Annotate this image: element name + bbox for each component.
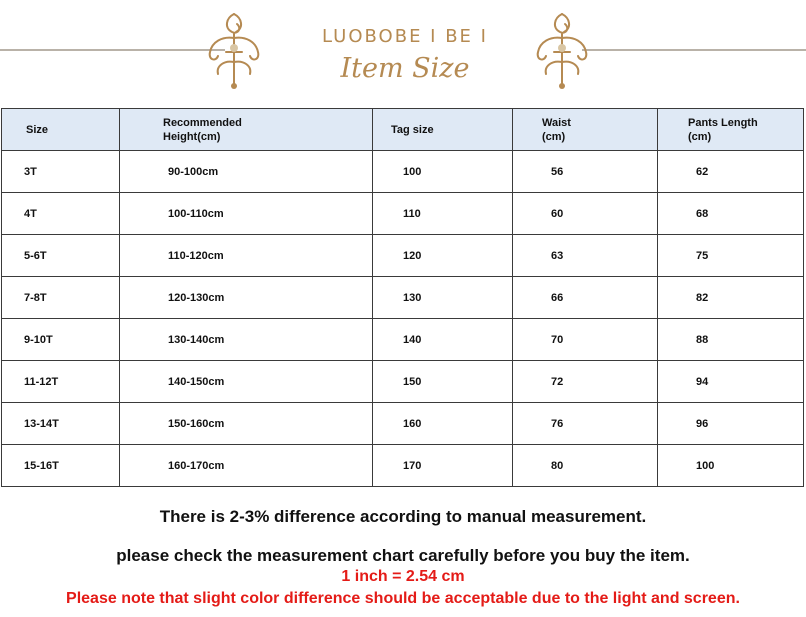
- cell-size: 9-10T: [2, 319, 120, 361]
- table-row: [2, 235, 804, 277]
- header-pants-length: Pants Length (cm): [658, 109, 804, 151]
- header-tag-size: Tag size: [373, 109, 513, 151]
- table-row: [2, 403, 804, 445]
- cell-pants-length: 96: [658, 403, 804, 445]
- cell-tag-size: 130: [373, 277, 513, 319]
- cell-height: 100-110cm: [120, 193, 373, 235]
- table-row: [2, 445, 804, 487]
- cell-waist: 60: [513, 193, 658, 235]
- table-row: [2, 319, 804, 361]
- cell-pants-length: 75: [658, 235, 804, 277]
- cell-tag-size: 140: [373, 319, 513, 361]
- cell-tag-size: 110: [373, 193, 513, 235]
- cell-waist: 76: [513, 403, 658, 445]
- table-row: [2, 277, 804, 319]
- cell-pants-length: 62: [658, 151, 804, 193]
- cell-height: 160-170cm: [120, 445, 373, 487]
- cell-pants-length: 100: [658, 445, 804, 487]
- header-size: Size: [2, 109, 120, 151]
- note-measurement-difference: There is 2-3% difference according to manual measurement.: [159, 507, 647, 526]
- cell-waist: 72: [513, 361, 658, 403]
- header-waist: Waist (cm): [513, 109, 658, 151]
- cell-size: 15-16T: [2, 445, 120, 487]
- cell-pants-length: 94: [658, 361, 804, 403]
- cell-pants-length: 88: [658, 319, 804, 361]
- header-divider-left: [0, 49, 225, 51]
- cell-waist: 63: [513, 235, 658, 277]
- note-color-difference: Please note that slight color difference should be acceptable due to the light and screen.: [66, 590, 740, 607]
- cell-tag-size: 120: [373, 235, 513, 277]
- size-chart-table: [1, 108, 804, 487]
- cell-waist: 80: [513, 445, 658, 487]
- note-check-chart: please check the measurement chart carefully before you buy the item.: [116, 546, 690, 565]
- cell-size: 4T: [2, 193, 120, 235]
- cell-tag-size: 100: [373, 151, 513, 193]
- table-row: [2, 151, 804, 193]
- cell-pants-length: 68: [658, 193, 804, 235]
- header-recommended-height: Recommended Height(cm): [120, 109, 373, 151]
- fleur-ornament-left-icon: [204, 8, 264, 94]
- cell-height: 120-130cm: [120, 277, 373, 319]
- brand-name: LUOBOBE I BE I: [322, 26, 488, 47]
- cell-waist: 66: [513, 277, 658, 319]
- header-divider-right: [582, 49, 806, 51]
- header-banner: [0, 0, 806, 105]
- cell-height: 140-150cm: [120, 361, 373, 403]
- table-row: [2, 193, 804, 235]
- cell-height: 90-100cm: [120, 151, 373, 193]
- note-inch-conversion: 1 inch = 2.54 cm: [341, 568, 465, 585]
- cell-waist: 70: [513, 319, 658, 361]
- cell-tag-size: 150: [373, 361, 513, 403]
- cell-size: 7-8T: [2, 277, 120, 319]
- cell-tag-size: 170: [373, 445, 513, 487]
- cell-height: 150-160cm: [120, 403, 373, 445]
- cell-height: 130-140cm: [120, 319, 373, 361]
- table-row: [2, 361, 804, 403]
- page-title: Item Size: [340, 53, 470, 84]
- cell-size: 11-12T: [2, 361, 120, 403]
- cell-tag-size: 160: [373, 403, 513, 445]
- cell-pants-length: 82: [658, 277, 804, 319]
- fleur-ornament-right-icon: [532, 8, 592, 94]
- cell-size: 3T: [2, 151, 120, 193]
- cell-size: 13-14T: [2, 403, 120, 445]
- cell-size: 5-6T: [2, 235, 120, 277]
- cell-waist: 56: [513, 151, 658, 193]
- cell-height: 110-120cm: [120, 235, 373, 277]
- table-header-row: [2, 109, 804, 151]
